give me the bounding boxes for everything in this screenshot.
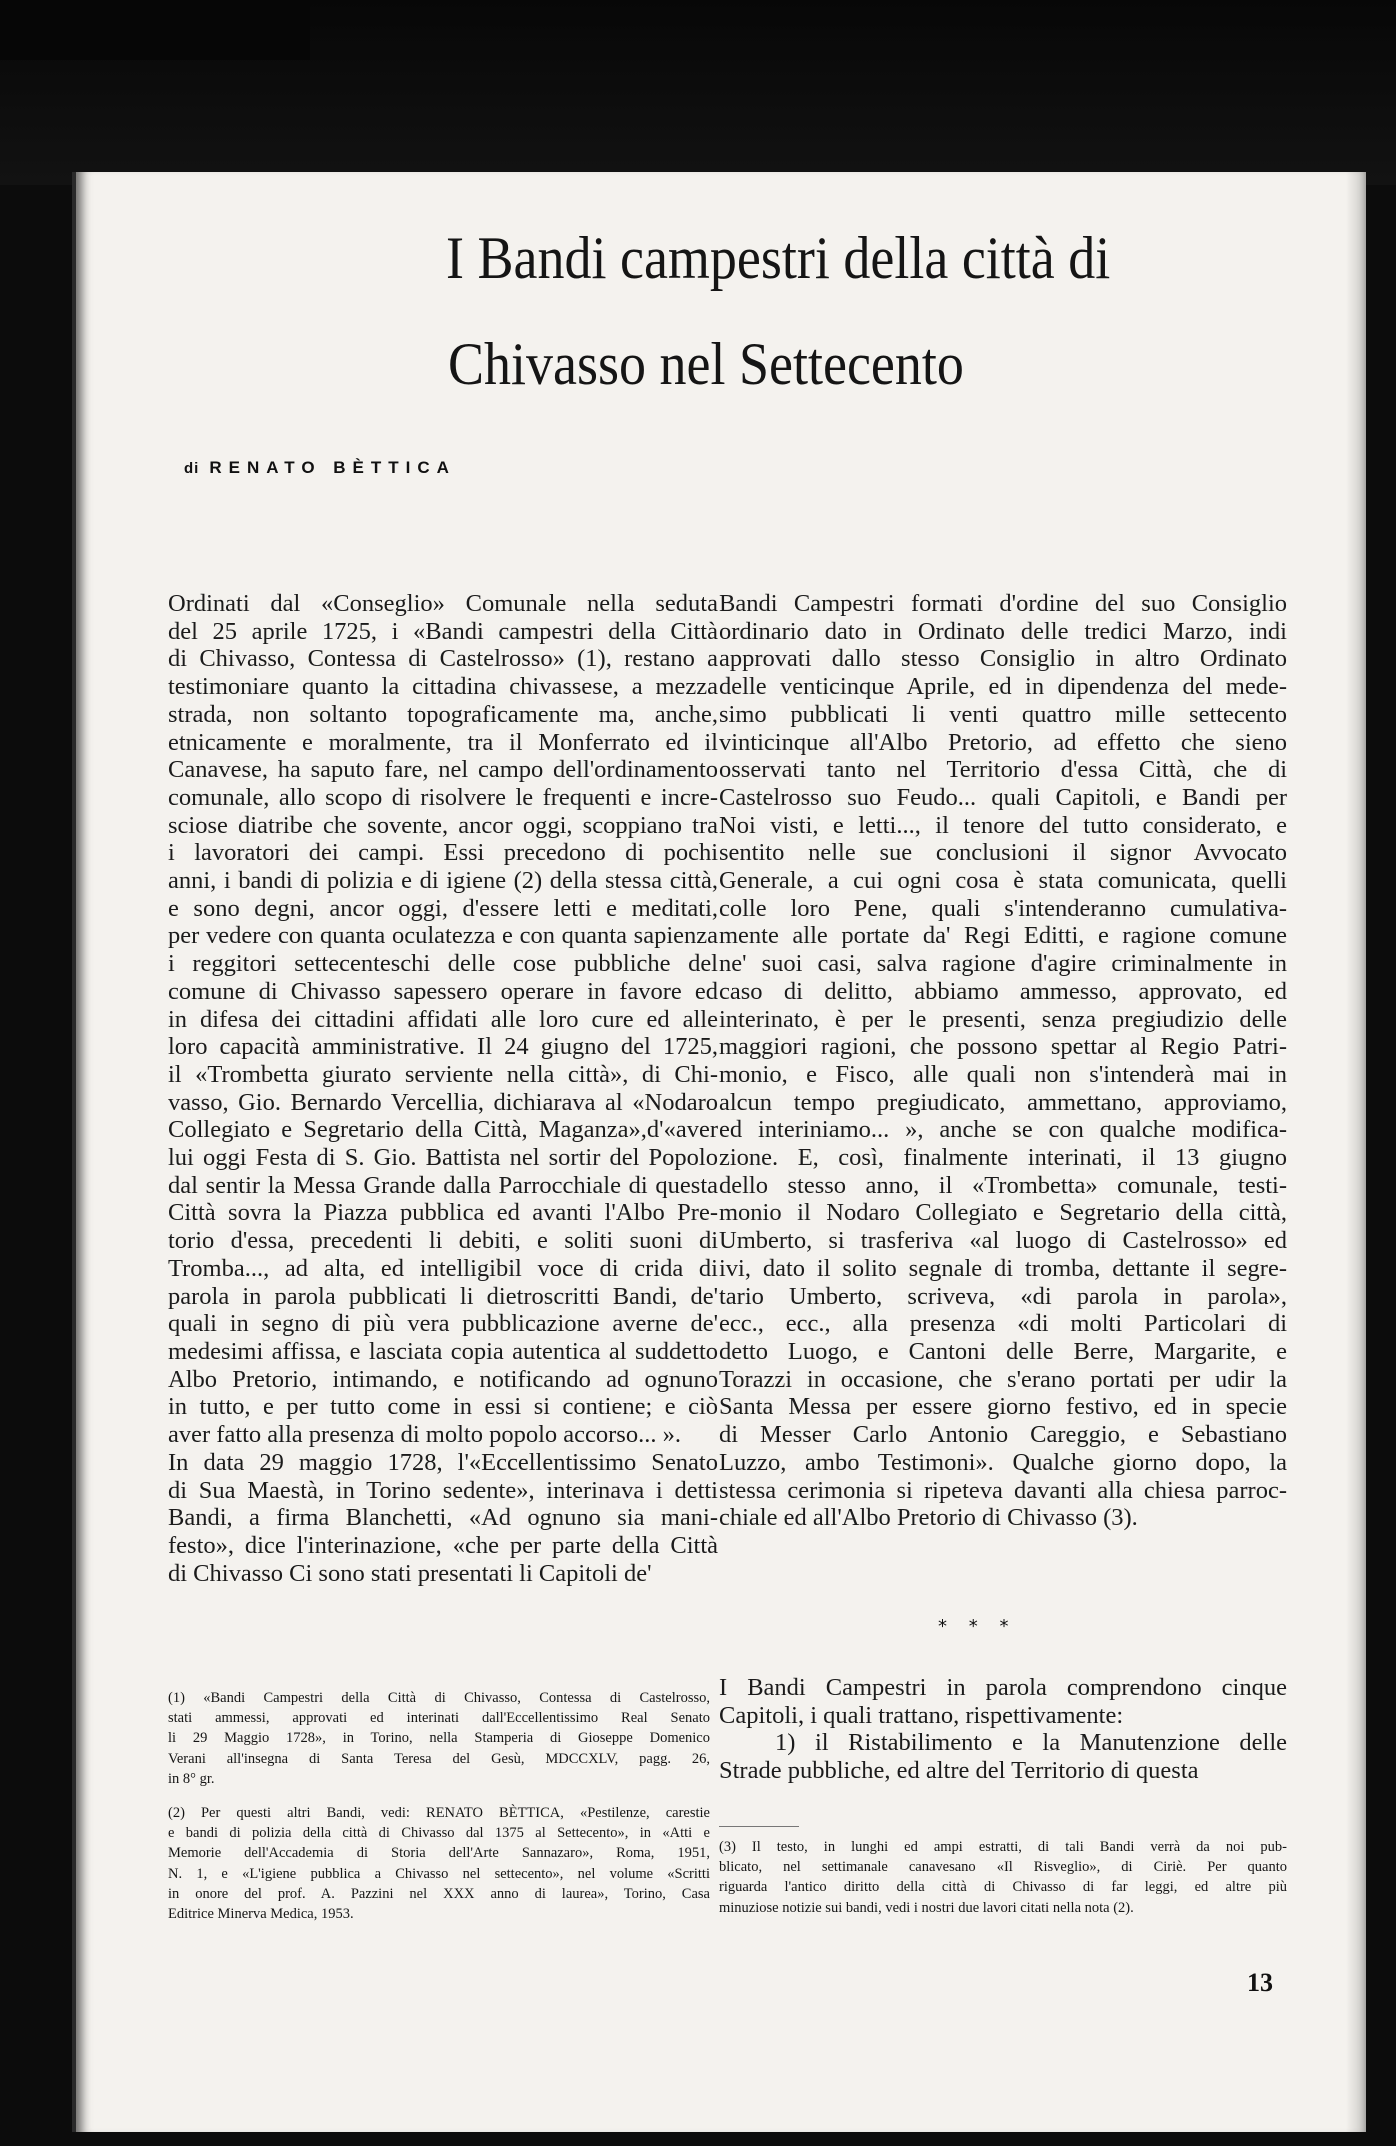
text-line: festo», dice l'interinazione, «che per parte della Città	[168, 1531, 718, 1559]
text-line: vinticinque all'Albo Pretorio, ad effetto che sieno	[719, 728, 1287, 756]
section-separator: * * *	[938, 1616, 1017, 1637]
scan-background-tab	[0, 0, 310, 60]
text-line: per vedere con quanta oculatezza e con quanta sapienza	[168, 922, 718, 950]
text-line: Castelrosso suo Feudo... quali Capitoli, e Bandi per	[719, 783, 1287, 811]
text-line: lui oggi Festa di S. Gio. Battista nel sortir del Popolo	[168, 1144, 718, 1172]
text-line: in tutto, e per tutto come in essi si contiene; e ciò	[168, 1393, 718, 1421]
footnote-gap	[168, 1789, 710, 1803]
text-line: I Bandi Campestri in parola comprendono cinque	[719, 1674, 1287, 1701]
page-number: 13	[1247, 1968, 1273, 1997]
text-line: zione. E, così, finalmente interinati, il 13 giugno	[719, 1144, 1287, 1172]
text-line: ecc., ecc., alla presenza «di molti Particolari di	[719, 1310, 1287, 1338]
text-line: e sono degni, ancor oggi, d'essere letti e meditati,	[168, 894, 718, 922]
text-line: (3) Il testo, in lunghi ed ampi estratti, di tali Bandi verrà da noi pub-	[719, 1839, 1287, 1855]
text-line: vasso, Gio. Bernardo Vercellia, dichiarava al «Nodaro	[168, 1088, 718, 1116]
page-edge-shadow	[1346, 172, 1366, 2132]
author-prefix: di	[184, 460, 200, 477]
text-line: monio, e Fisco, alle quali non s'intenderà mai in	[719, 1060, 1287, 1088]
body-column-right	[719, 590, 1287, 1532]
text-line: torio d'essa, precedenti li debiti, e soliti suoni di	[168, 1227, 718, 1255]
text-line: testimoniare quanto la cittadina chivassese, a mezza	[168, 673, 718, 701]
text-line: Santa Messa per essere giorno festivo, ed in specie	[719, 1393, 1287, 1421]
article-title-line-2: Chivasso nel Settecento	[448, 331, 964, 397]
text-line: di Chivasso, Contessa di Castelrosso» (1), restano a	[168, 645, 718, 673]
text-line: caso di delitto, abbiamo ammesso, approvato, ed	[719, 977, 1287, 1005]
text-line: interinato, è per le presenti, senza pregiudizio delle	[719, 1005, 1287, 1033]
text-line: delle venticinque Aprile, ed in dipendenza del mede-	[719, 673, 1287, 701]
text-line: mente alle portate da' Regi Editti, e ragione comune	[719, 922, 1287, 950]
text-line: Umberto, si trasferiva «al luogo di Castelrosso» ed	[719, 1227, 1287, 1255]
text-line: Bandi, a firma Blanchetti, «Ad ognuno sia mani-	[168, 1504, 718, 1532]
text-line: In data 29 maggio 1728, l'«Eccellentissimo Senato	[168, 1448, 718, 1476]
text-line: 1) il Ristabilimento e la Manutenzione delle	[775, 1729, 1287, 1757]
text-line: chiale ed all'Albo Pretorio di Chivasso (3).	[719, 1504, 1138, 1532]
text-line: comunale, allo scopo di risolvere le frequenti e incre-	[168, 783, 718, 811]
text-line: comune di Chivasso sapessero operare in favore ed	[168, 977, 718, 1005]
text-line: di Sua Maestà, in Torino sedente», interinava i detti	[168, 1476, 718, 1504]
text-line: Noi visti, e letti..., il tenore del tutto considerato, e	[719, 811, 1287, 839]
text-line: blicato, nel settimanale canavesano «Il Risveglio», di Ciriè. Per quanto	[719, 1859, 1287, 1876]
text-line: Capitoli, i quali trattano, rispettivamente:	[719, 1701, 1124, 1729]
text-line: Torazzi in occasione, che s'erano portati per udir la	[719, 1365, 1287, 1393]
text-line: etnicamente e moralmente, tra il Monferrato ed il	[168, 728, 718, 756]
text-line: i reggitori settecenteschi delle cose pubbliche del	[168, 950, 718, 978]
text-line: medesimi affissa, e lasciata copia autentica al suddetto	[168, 1337, 718, 1365]
text-line: loro capacità amministrative. Il 24 giugno del 1725,	[168, 1033, 718, 1061]
text-line: dello stesso anno, il «Trombetta» comunale, testi-	[719, 1171, 1287, 1199]
text-line: Editrice Minerva Medica, 1953.	[168, 1906, 354, 1923]
footnote-rule	[719, 1826, 799, 1827]
text-line: alcun tempo pregiudicato, ammettano, approviamo,	[719, 1088, 1287, 1116]
text-line: i lavoratori dei campi. Essi precedono di pochi	[168, 839, 718, 867]
text-line: parola in parola pubblicati li dietroscritti Bandi, de'	[168, 1282, 718, 1310]
text-line: N. 1, e «L'igiene pubblica a Chivasso nel settecento», nel volume «Scritti	[168, 1865, 710, 1882]
text-line: aver fatto alla presenza di molto popolo accorso... ».	[168, 1421, 681, 1449]
text-line: tario Umberto, scriveva, «di parola in parola»,	[719, 1282, 1287, 1310]
text-line: Generale, a cui ogni cosa è stata comunicata, quelli	[719, 867, 1287, 895]
text-line: monio il Nodaro Collegiato e Segretario della città,	[719, 1199, 1287, 1227]
text-line: del 25 aprile 1725, i «Bandi campestri della Città	[168, 617, 718, 645]
text-line: Albo Pretorio, intimando, e notificando ad ognuno	[168, 1365, 718, 1393]
text-line: stessa cerimonia si ripeteva davanti alla chiesa parroc-	[719, 1476, 1287, 1504]
text-line: di Chivasso Ci sono stati presentati li Capitoli de'	[168, 1559, 652, 1587]
author-name: RENATO BÈTTICA	[209, 458, 456, 477]
text-line: ne' suoi casi, salva ragione d'agire criminalmente in	[719, 950, 1287, 978]
text-line: li 29 Maggio 1728», in Torino, nella Stamperia di Gioseppe Domenico	[168, 1730, 710, 1747]
text-line: approvati dallo stesso Consiglio in altro Ordinato	[719, 645, 1287, 673]
text-line: Città sovra la Piazza pubblica ed avanti l'Albo Pre-	[168, 1199, 718, 1227]
text-line: ivi, dato il solito segnale di tromba, dettante il segre-	[719, 1254, 1287, 1282]
text-line: il «Trombetta giurato serviente nella città», di Chi-	[168, 1060, 718, 1088]
text-line: colle loro Pene, quali s'intenderanno cumulativa-	[719, 894, 1287, 922]
text-line: quali in segno di più vera pubblicazione averne de'	[168, 1310, 718, 1338]
text-line: e bandi di polizia della città di Chivasso dal 1375 al Settecento», in «Atti e	[168, 1825, 710, 1842]
text-line: Luzzo, ambo Testimoni». Qualche giorno dopo, la	[719, 1448, 1287, 1476]
text-line: in onore del prof. A. Pazzini nel XXX anno di laurea», Torino, Casa	[168, 1885, 710, 1902]
text-line: in difesa dei cittadini affidati alle loro cure ed alle	[168, 1005, 718, 1033]
text-line: detto Luogo, e Cantoni delle Berre, Margarite, e	[719, 1337, 1287, 1365]
text-line: anni, i bandi di polizia e di igiene (2) della stessa città,	[168, 867, 718, 895]
text-line: simo pubblicati li venti quattro mille settecento	[719, 700, 1287, 728]
footnotes-left	[168, 1688, 710, 1924]
text-line: minuziose notizie sui bandi, vedi i nostri due lavori citati nella nota (2).	[719, 1899, 1134, 1916]
text-line: riguarda l'antico diritto della città di Chivasso di far leggi, ed altre più	[719, 1879, 1287, 1896]
text-line: sciose diatribe che sovente, ancor oggi, scoppiano tra	[168, 811, 718, 839]
text-line: Ordinati dal «Conseglio» Comunale nella seduta	[168, 590, 718, 617]
text-line: Verani all'insegna di Santa Teresa del Gesù, MDCCXLV, pagg. 26,	[168, 1750, 710, 1767]
text-line: Collegiato e Segretario della Città, Maganza»,d'«aver	[168, 1116, 718, 1144]
text-line: in 8° gr.	[168, 1770, 215, 1787]
text-line: dal sentir la Messa Grande dalla Parrocchiale di questa	[168, 1171, 718, 1199]
author-byline	[184, 458, 456, 478]
scan-background-top	[0, 0, 1396, 185]
text-line: (2) Per questi altri Bandi, vedi: RENATO BÈTTICA, «Pestilenze, carestie	[168, 1805, 710, 1822]
body-column-left	[168, 590, 718, 1587]
text-line: Tromba..., ad alta, ed intelligibil voce di crida di	[168, 1254, 718, 1282]
text-line: Memorie dell'Accademia di Storia dell'Arte Sannazaro», Roma, 1951,	[168, 1845, 710, 1862]
text-line: sentito nelle sue conclusioni il signor Avvocato	[719, 839, 1287, 867]
text-line: Strade pubbliche, ed altre del Territorio di questa	[719, 1757, 1199, 1785]
text-line: ed interiniamo... », anche se con qualche modifica-	[719, 1116, 1287, 1144]
text-line: strada, non soltanto topograficamente ma, anche,	[168, 700, 718, 728]
body-column-right-continued	[719, 1674, 1287, 1785]
text-line: Canavese, ha saputo fare, nel campo dell'ordinamento	[168, 756, 718, 784]
text-line: (1) «Bandi Campestri della Città di Chivasso, Contessa di Castelrosso,	[168, 1690, 710, 1706]
text-line: stati ammessi, approvati ed interinati dall'Eccellentissimo Real Senato	[168, 1710, 710, 1727]
text-line: maggiori ragioni, che possono spettar al Regio Patri-	[719, 1033, 1287, 1061]
text-line: osservati tanto nel Territorio d'essa Città, che di	[719, 756, 1287, 784]
text-line: Bandi Campestri formati d'ordine del suo Consiglio	[719, 590, 1287, 617]
text-line: di Messer Carlo Antonio Careggio, e Sebastiano	[719, 1421, 1287, 1449]
text-line: ordinario dato in Ordinato delle tredici Marzo, indi	[719, 617, 1287, 645]
magazine-page	[72, 172, 1366, 2132]
article-title-line-1: I Bandi campestri della città di	[446, 225, 1111, 291]
footnotes-right	[719, 1837, 1287, 1918]
